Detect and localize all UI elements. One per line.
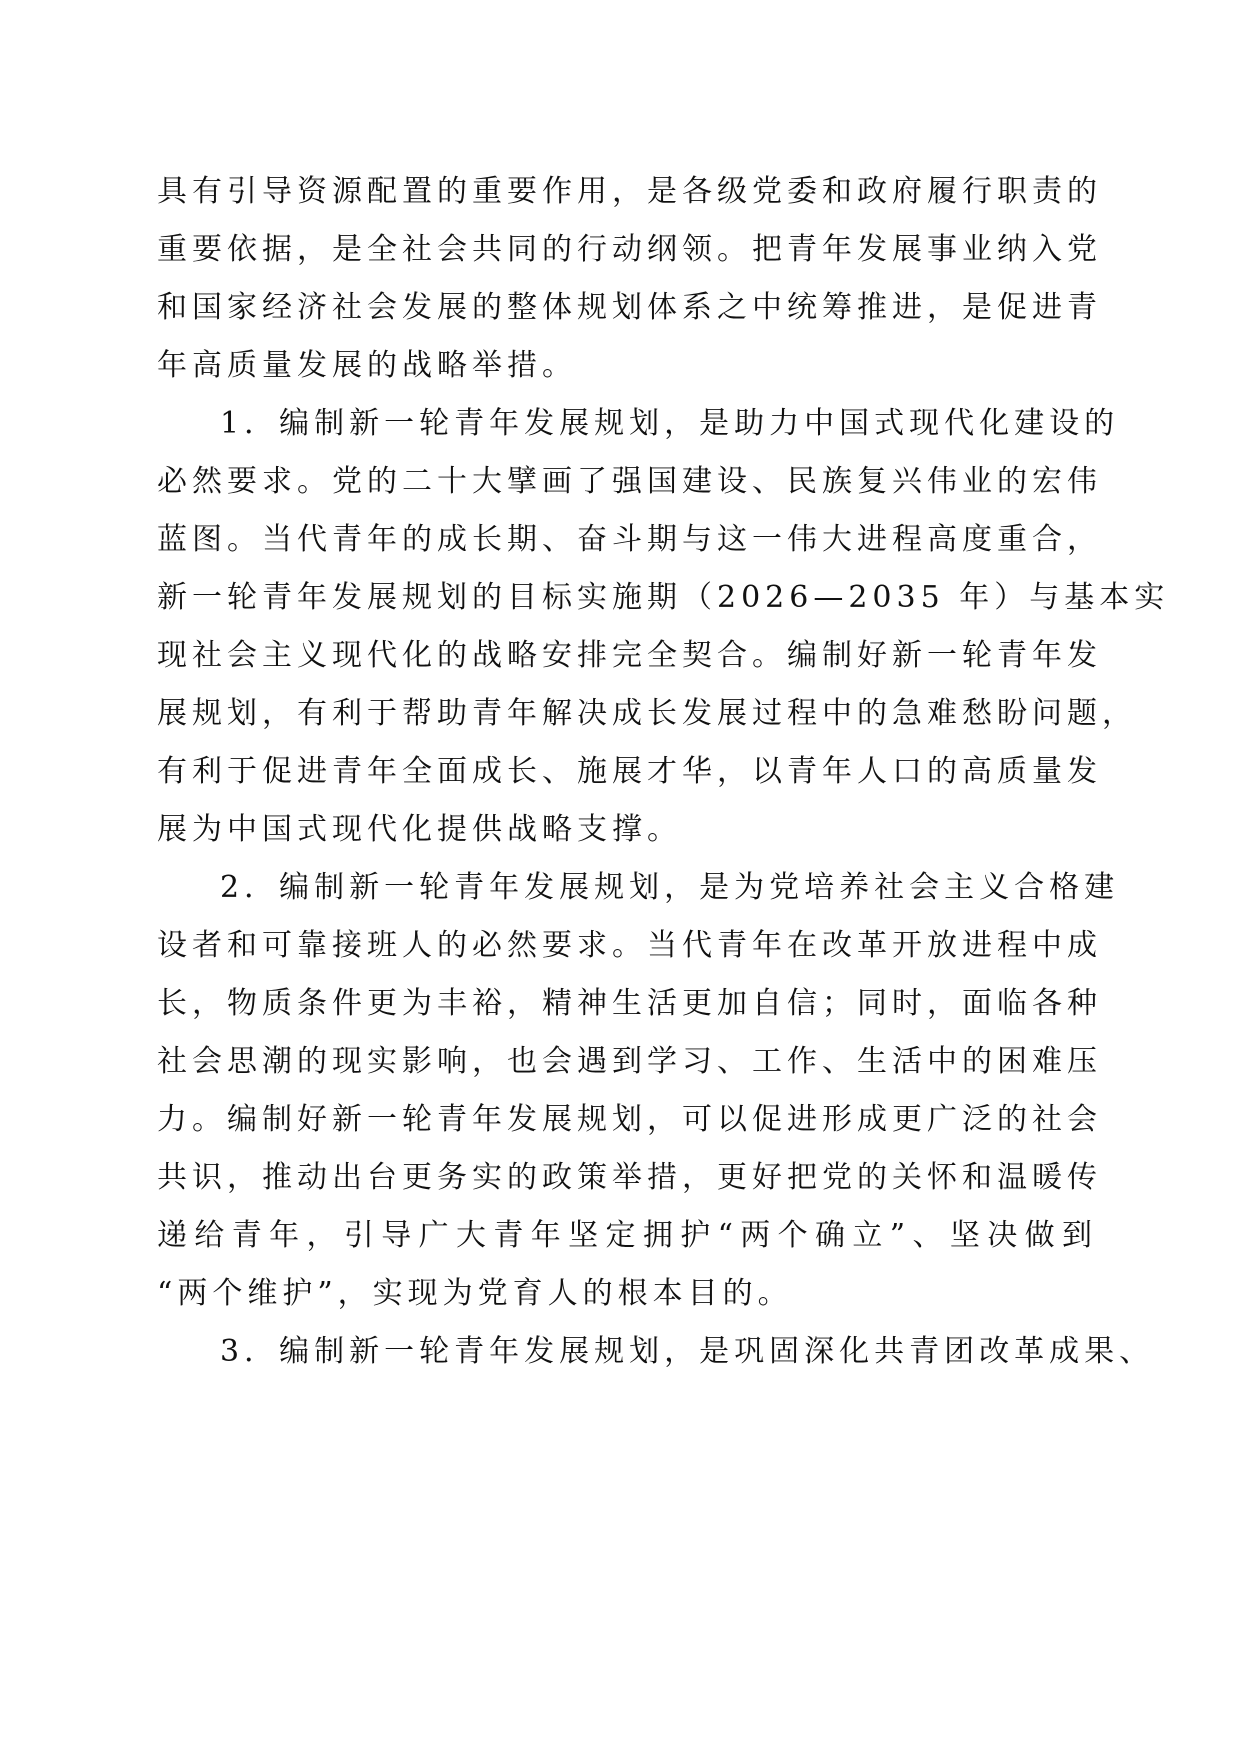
paragraph-2-line-7: 有利于促进青年全面成长、施展才华，以青年人口的高质量发 [157,754,1102,789]
paragraph-3-line-3: 长，物质条件更为丰裕，精神生活更加自信；同时，面临各种 [157,986,1102,1021]
paragraph-2-line-6: 展规划，有利于帮助青年解决成长发展过程中的急难愁盼问题， [157,696,1137,731]
paragraph-3-line-4: 社会思潮的现实影响，也会遇到学习、工作、生活中的困难压 [157,1044,1102,1079]
paragraph-3-line-7: 递给青年，引导广大青年坚定拥护“两个确立”、坚决做到 [157,1218,1097,1253]
paragraph-1-line-1: 具有引导资源配置的重要作用，是各级党委和政府履行职责的 [157,174,1102,209]
paragraph-3-line-6: 共识，推动出台更务实的政策举措，更好把党的关怀和温暖传 [157,1160,1102,1195]
paragraph-2-line-3: 蓝图。当代青年的成长期、奋斗期与这一伟大进程高度重合， [157,522,1102,557]
paragraph-3-line-2: 设者和可靠接班人的必然要求。当代青年在改革开放进程中成 [157,928,1102,963]
paragraph-2-line-8: 展为中国式现代化提供战略支撑。 [157,812,682,847]
paragraph-2-line-2: 必然要求。党的二十大擘画了强国建设、民族复兴伟业的宏伟 [157,464,1102,499]
paragraph-4-line-1: 3．编制新一轮青年发展规划，是巩固深化共青团改革成果、 [220,1334,1155,1369]
paragraph-1-line-2: 重要依据，是全社会共同的行动纲领。把青年发展事业纳入党 [157,232,1102,267]
paragraph-1-line-4: 年高质量发展的战略举措。 [157,348,577,383]
paragraph-2-line-4: 新一轮青年发展规划的目标实施期（2026—2035 年）与基本实 [157,580,1170,615]
paragraph-3-line-1: 2．编制新一轮青年发展规划，是为党培养社会主义合格建 [220,870,1120,905]
paragraph-2-line-1: 1．编制新一轮青年发展规划，是助力中国式现代化建设的 [220,406,1120,441]
paragraph-3-line-8: “两个维护”，实现为党育人的根本目的。 [157,1276,793,1311]
paragraph-3-line-5: 力。编制好新一轮青年发展规划，可以促进形成更广泛的社会 [157,1102,1102,1137]
paragraph-2-line-5: 现社会主义现代化的战略安排完全契合。编制好新一轮青年发 [157,638,1102,673]
paragraph-1-line-3: 和国家经济社会发展的整体规划体系之中统筹推进，是促进青 [157,290,1102,325]
